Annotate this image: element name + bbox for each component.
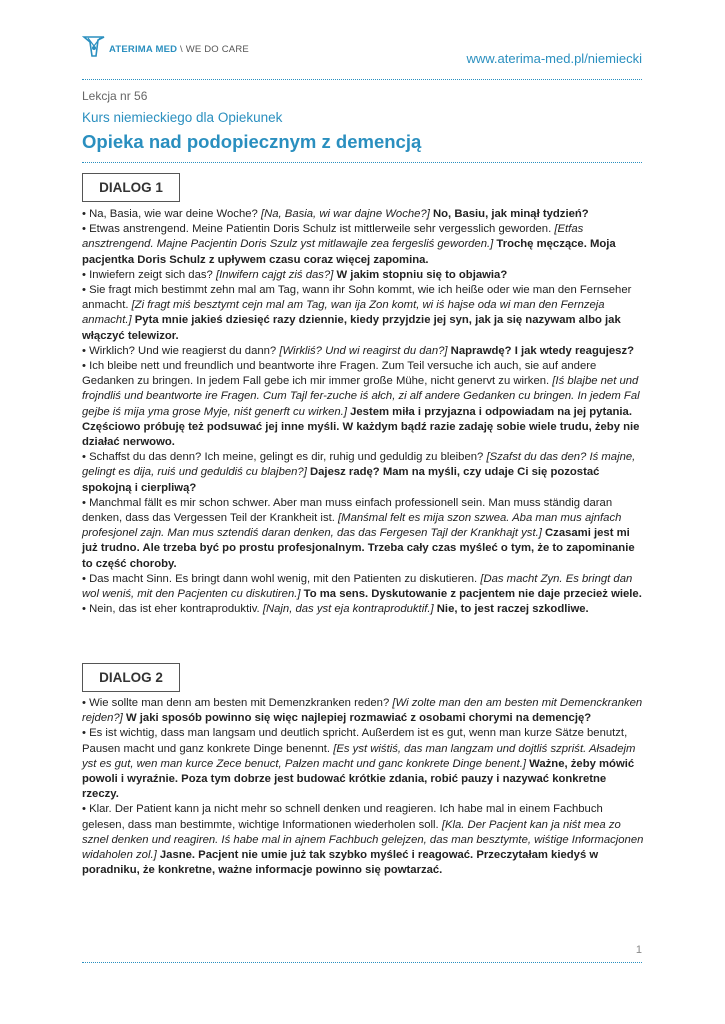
page-number: 1 [635,944,642,956]
page-title: Opieka nad podopiecznym z demencją [82,131,422,152]
brand-name: ATERIMA MED \ WE DO CARE [109,44,249,55]
dialog-line: • Nein, das ist eher kontraproduktiv. [Najn, das yst eja kontraproduktif.] Nie, to jest raczej szkodliwe. [82,603,589,616]
dialog-line: • Ich bleibe nett und freundlich und beantworte ihre Fragen. Zum Teil versuche ich auch, sie auf andere Gedanken zu bringen. In jedem Fall gebe ich mir immer große Mühe, nicht genervt zu wirken. [Iś blajbe net und frojndliś und beantworte ire Fragen. Cum Tajl fer-zuche iś ałch, zi alf andere Gedanken cu bringen. In jedem Fal gejbe iś mija yma grose Myje, niśt generft cu wirken.] Jestem miła i przyjazna i odpowiadam na jej pytania. Częściowo próbuję też podsuwać jej inne myśli. W każdym bądź razie zadaję sobie wiele trudu, żeby nie działać nerwowo. [82,360,640,449]
aterima-logo-icon [82,34,106,58]
dialog-1-content [82,207,644,617]
dialog-line: • Wie sollte man denn am besten mit Demenzkranken reden? [Wi zolte man den am besten mit Demenckranken rejden?] W jaki sposób powinno się więc najlepiej rozmawiać z osobami chorymi na demencję? [82,697,643,725]
brand-logo [82,34,249,58]
dialog-line: • Wirklich? Und wie reagierst du dann? [Wirkliś? Und wi reagirst du dan?] Naprawdę? I jak wtedy reagujesz? [82,344,634,357]
dialog-line: • Es ist wichtig, dass man langsam und deutlich spricht. Außerdem ist es gut, wenn man kurze Sätze benutzt, Pausen macht und ganz konkrete Dinge benennt. [Es yst wiśtiś, das man langzam und dojtliś szpriśt. Ałsadejm yst es gut, wen man kurce Zece benuct, Pałzen macht und ganc konkrete Dinge benent.] Ważne, żeby mówić powoli i wyraźnie. Poza tym dobrze jest budować krótkie zdania, robić pauzy i nazywać konkretne rzeczy. [82,727,636,801]
lesson-number: Lekcja nr 56 [82,89,148,103]
dialog-line: • Schaffst du das denn? Ich meine, gelingt es dir, ruhig und geduldig zu bleiben? [Szafst du das den? Iś majne, gelingt es dija, ruiś und geduldiś cu blajben?] Dajesz radę? Mam na myśli, czy udaje Ci się pozostać spokojną i cierpliwą? [82,451,636,494]
footer-divider [82,962,642,963]
dialog-line: • Inwiefern zeigt sich das? [Inwifern cajgt ziś das?] W jakim stopniu się to objawia? [82,268,508,281]
dialog-line: • Klar. Der Patient kann ja nicht mehr so schnell denken und reagieren. Ich habe mal in einem Fachbuch gelesen, dass man bestimmte, wichtige Informationen wiederholen soll. [Kla. Der Pacjent kan ja niśt mea zo sznel denken und reagiren. Iś habe mal in ajnem Fachbuch gelejzen, das man besztymte, wiśtige Informacjonen widaholen zol.] Jasne. Pacjent nie umie już tak szybko myśleć i reagować. Przeczytałam kiedyś w poradniku, że konkretne, ważne informacje powinno się powtarzać. [82,803,644,877]
dialog-line: • Na, Basia, wie war deine Woche? [Na, Basia, wi war dajne Woche?] No, Basiu, jak minął tydzień? [82,208,589,220]
dialog-1-heading: DIALOG 1 [82,173,180,202]
header-divider [82,79,642,80]
dialog-line: • Sie fragt mich bestimmt zehn mal am Tag, wann ihr Sohn kommt, wie ich heiße oder wie man den Fernseher anmacht. [Zi fragt miś besztymt cejn mal am Tag, wan ija Zon komt, wi iś hajse oda wi man den Fernzeja anmacht.] Pyta mnie jakieś dziesięć razy dziennie, kiedy przyjdzie jej syn, jak ja się nazywam albo jak włączyć telewizor. [82,284,632,342]
dialog-2-content [82,696,644,878]
course-name: Kurs niemieckiego dla Opiekunek [82,110,283,125]
dialog-2-heading: DIALOG 2 [82,663,180,692]
title-divider [82,162,642,163]
dialog-line: • Das macht Sinn. Es bringt dann wohl wenig, mit den Patienten zu diskutieren. [Das macht Zyn. Es bringt dan wol weniś, mit den Pacjenten cu diskutiren.] To ma sens. Dyskutowanie z pacjentem nie daje przecież wiele. [82,572,642,601]
dialog-line: • Manchmal fällt es mir schon schwer. Aber man muss einfach professionell sein. Man muss ständig daran denken, dass das Vergessen Teil der Krankheit ist. [Manśmal felt es mija szon szwea. Aba man mus ajnfach profesjonel zajn. Man mus sztendiś daran denken, das das Fergesen Tajl der Krankhajt yst.] Czasami jest mi już trudno. Ale trzeba być po prostu profesjonalnym. Trzeba cały czas myśleć o tym, że to zapominanie to część choroby. [82,496,635,570]
page-header [82,32,642,72]
website-link[interactable]: www.aterima-med.pl/niemiecki [466,51,642,66]
dialog-line: • Etwas anstrengend. Meine Patientin Doris Schulz ist mittlerweile sehr vergesslich geworden. [Etfas ansztrengend. Majne Pacjentin Doris Szulz yst mitlawajle zea fergesliś geworden.] Trochę męczące. Moja pacjentka Doris Schulz z upływem czasu coraz więcej zapomina. [82,223,616,266]
